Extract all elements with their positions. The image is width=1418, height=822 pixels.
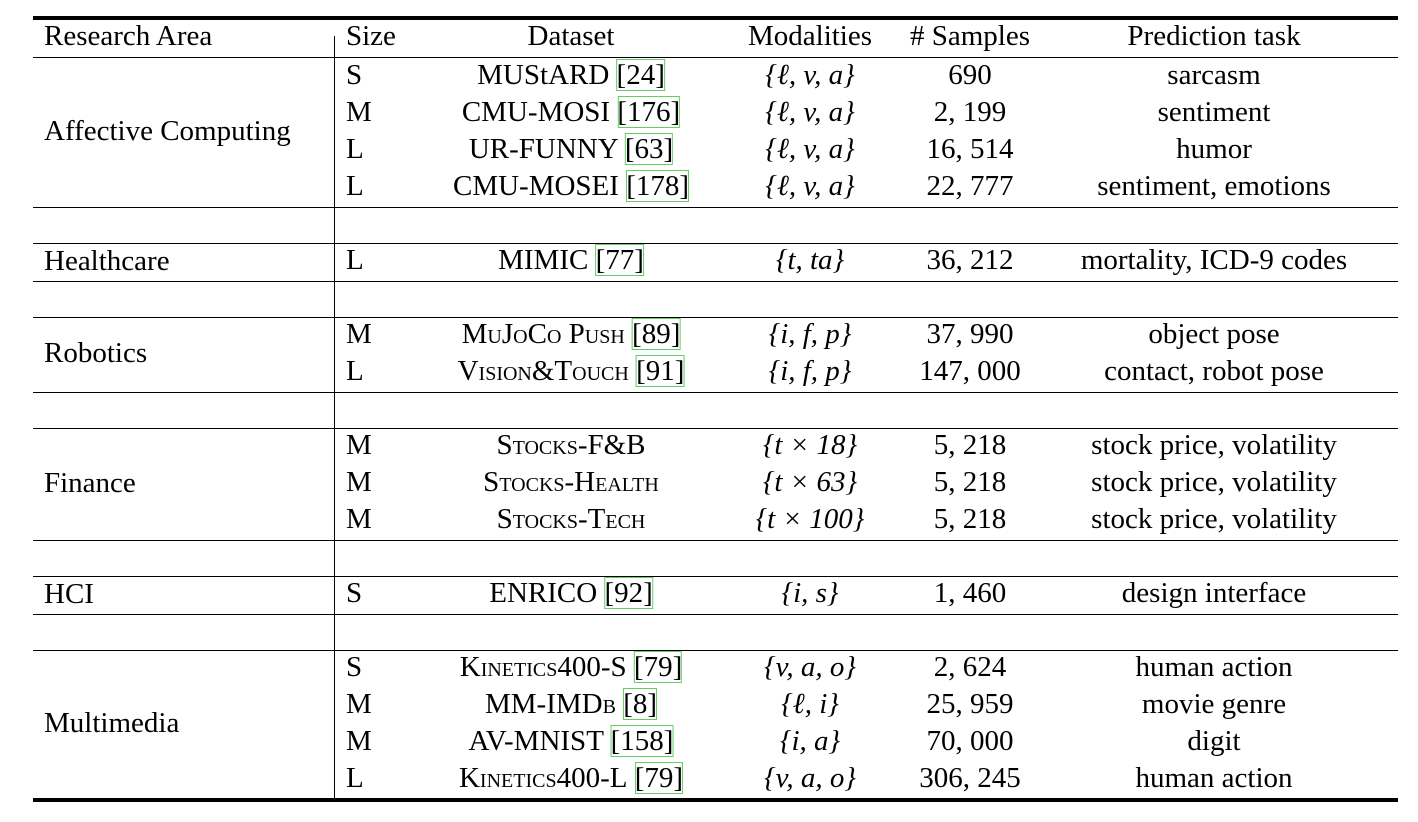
citation-link[interactable]: [89]: [632, 318, 681, 350]
header-research-area: Research Area: [44, 20, 213, 52]
modalities-cell: {ℓ, v, a}: [765, 96, 855, 128]
prediction-task-cell: mortality, ICD-9 codes: [1080, 244, 1348, 276]
modalities-cell: {t, ta}: [775, 244, 845, 276]
citation-link[interactable]: [176]: [617, 96, 681, 128]
dataset-cell: [497, 501, 646, 537]
header-prediction-task: Prediction task: [1127, 20, 1301, 52]
research-area-affective-computing: Affective Computing: [44, 115, 291, 147]
prediction-task-cell: stock price, volatility: [1091, 429, 1337, 461]
dataset-name: Stocks-Tech: [496, 503, 646, 535]
modalities-cell: {t × 63}: [762, 466, 858, 498]
size-cell: S: [346, 59, 363, 91]
dataset-cell: [489, 575, 653, 611]
modalities-cell: {t × 100}: [755, 503, 865, 535]
size-cell: L: [346, 133, 364, 165]
modalities-cell: {i, a}: [779, 725, 841, 757]
research-area-healthcare: Healthcare: [44, 244, 170, 277]
samples-cell: 5, 218: [933, 466, 1007, 498]
dataset-name: ENRICO: [489, 577, 598, 609]
modalities-cell: {ℓ, v, a}: [765, 59, 855, 91]
modalities-cell: {ℓ, v, a}: [765, 133, 855, 165]
citation-link[interactable]: [92]: [604, 577, 653, 609]
citation-link[interactable]: [8]: [623, 688, 658, 720]
modalities-cell: {v, a, o}: [764, 651, 856, 683]
dataset-name: AV-MNIST: [468, 725, 604, 757]
dataset-cell: [459, 760, 683, 796]
prediction-task-cell: movie genre: [1141, 688, 1287, 720]
modalities-cell: {i, f, p}: [768, 355, 852, 387]
dataset-name: CMU-MOSEI: [452, 170, 619, 202]
dataset-name: MM-IMDb: [484, 688, 616, 720]
header-dataset: Dataset: [527, 20, 615, 52]
size-cell: M: [346, 96, 372, 128]
samples-cell: 147, 000: [919, 355, 1021, 387]
prediction-task-cell: sentiment, emotions: [1097, 170, 1331, 202]
modalities-cell: {ℓ, i}: [781, 688, 839, 720]
dataset-name: MIMIC: [498, 244, 589, 276]
samples-cell: 306, 245: [919, 762, 1021, 794]
group-rule: [33, 281, 1398, 282]
citation-link[interactable]: [158]: [610, 725, 674, 757]
dataset-name: CMU-MOSI: [461, 96, 611, 128]
group-rule: [33, 614, 1398, 615]
dataset-cell: [483, 464, 659, 500]
size-cell: S: [346, 577, 363, 609]
size-cell: M: [346, 725, 372, 757]
size-cell: M: [346, 429, 372, 461]
research-area-multimedia: Multimedia: [44, 707, 180, 739]
size-cell: L: [346, 244, 364, 276]
citation-link[interactable]: [24]: [616, 59, 665, 91]
table-bottom-rule: [33, 798, 1398, 802]
samples-cell: 5, 218: [933, 503, 1007, 535]
size-cell: M: [346, 503, 372, 535]
samples-cell: 2, 624: [933, 651, 1007, 683]
samples-cell: 1, 460: [933, 577, 1007, 609]
size-cell: L: [346, 355, 364, 387]
citation-link[interactable]: [79]: [634, 762, 684, 794]
citation-link[interactable]: [178]: [626, 170, 690, 202]
samples-cell: 36, 212: [926, 244, 1014, 276]
column-divider: [334, 36, 335, 798]
modalities-cell: {i, f, p}: [768, 318, 852, 350]
prediction-task-cell: stock price, volatility: [1091, 503, 1337, 535]
samples-cell: 25, 959: [926, 688, 1014, 720]
header-size: Size: [346, 20, 396, 52]
prediction-task-cell: object pose: [1148, 318, 1280, 350]
group-rule: [33, 540, 1398, 541]
dataset-cell: [469, 723, 674, 759]
dataset-cell: [462, 316, 681, 352]
dataset-name: Kinetics400-L: [458, 762, 628, 794]
prediction-task-cell: stock price, volatility: [1091, 466, 1337, 498]
dataset-cell: [485, 686, 657, 722]
size-cell: M: [346, 466, 372, 498]
size-cell: L: [346, 170, 364, 202]
prediction-task-cell: humor: [1176, 133, 1252, 165]
header-modalities: Modalities: [747, 20, 873, 52]
dataset-name: UR-FUNNY: [468, 133, 618, 165]
dataset-cell: [462, 94, 680, 130]
dataset-name: MuJoCo Push: [461, 318, 625, 350]
dataset-cell: [460, 649, 682, 685]
citation-link[interactable]: [63]: [624, 133, 674, 165]
prediction-task-cell: human action: [1135, 651, 1293, 683]
group-rule: [33, 392, 1398, 393]
header-samples: # Samples: [909, 20, 1031, 52]
prediction-task-cell: human action: [1135, 762, 1293, 794]
citation-link[interactable]: [77]: [595, 244, 644, 276]
prediction-task-cell: design interface: [1121, 577, 1307, 609]
dataset-name: Vision&Touch: [457, 355, 629, 387]
research-area-robotics: Robotics: [44, 337, 148, 369]
dataset-name: Stocks-F&B: [496, 429, 646, 461]
research-area-hci: HCI: [44, 577, 94, 610]
size-cell: L: [346, 762, 364, 794]
modalities-cell: {ℓ, v, a}: [765, 170, 855, 202]
samples-cell: 2, 199: [933, 96, 1007, 128]
dataset-cell: [496, 427, 645, 463]
samples-cell: 22, 777: [926, 170, 1014, 202]
samples-cell: 690: [948, 59, 992, 91]
dataset-cell: [453, 168, 689, 204]
dataset-name: Stocks-Health: [483, 466, 659, 498]
size-cell: S: [346, 651, 363, 683]
prediction-task-cell: digit: [1187, 725, 1241, 757]
citation-link[interactable]: [91]: [636, 355, 685, 387]
modalities-cell: {i, s}: [781, 577, 839, 609]
datasets-table: [33, 16, 1398, 802]
dataset-name: Kinetics400-S: [459, 651, 627, 683]
samples-cell: 5, 218: [933, 429, 1007, 461]
prediction-task-cell: contact, robot pose: [1104, 355, 1324, 387]
citation-link[interactable]: [79]: [633, 651, 683, 683]
samples-cell: 16, 514: [926, 133, 1014, 165]
prediction-task-cell: sentiment: [1157, 96, 1271, 128]
dataset-name: MUStARD: [477, 59, 610, 91]
dataset-cell: [469, 131, 673, 167]
modalities-cell: {v, a, o}: [764, 762, 856, 794]
dataset-cell: [498, 242, 644, 278]
samples-cell: 37, 990: [926, 318, 1014, 350]
research-area-finance: Finance: [44, 466, 136, 499]
dataset-cell: [458, 353, 685, 389]
prediction-task-cell: sarcasm: [1167, 59, 1261, 91]
size-cell: M: [346, 318, 372, 350]
dataset-cell: [477, 57, 665, 93]
size-cell: M: [346, 688, 372, 720]
group-rule: [33, 207, 1398, 208]
samples-cell: 70, 000: [926, 725, 1014, 757]
modalities-cell: {t × 18}: [762, 429, 858, 461]
